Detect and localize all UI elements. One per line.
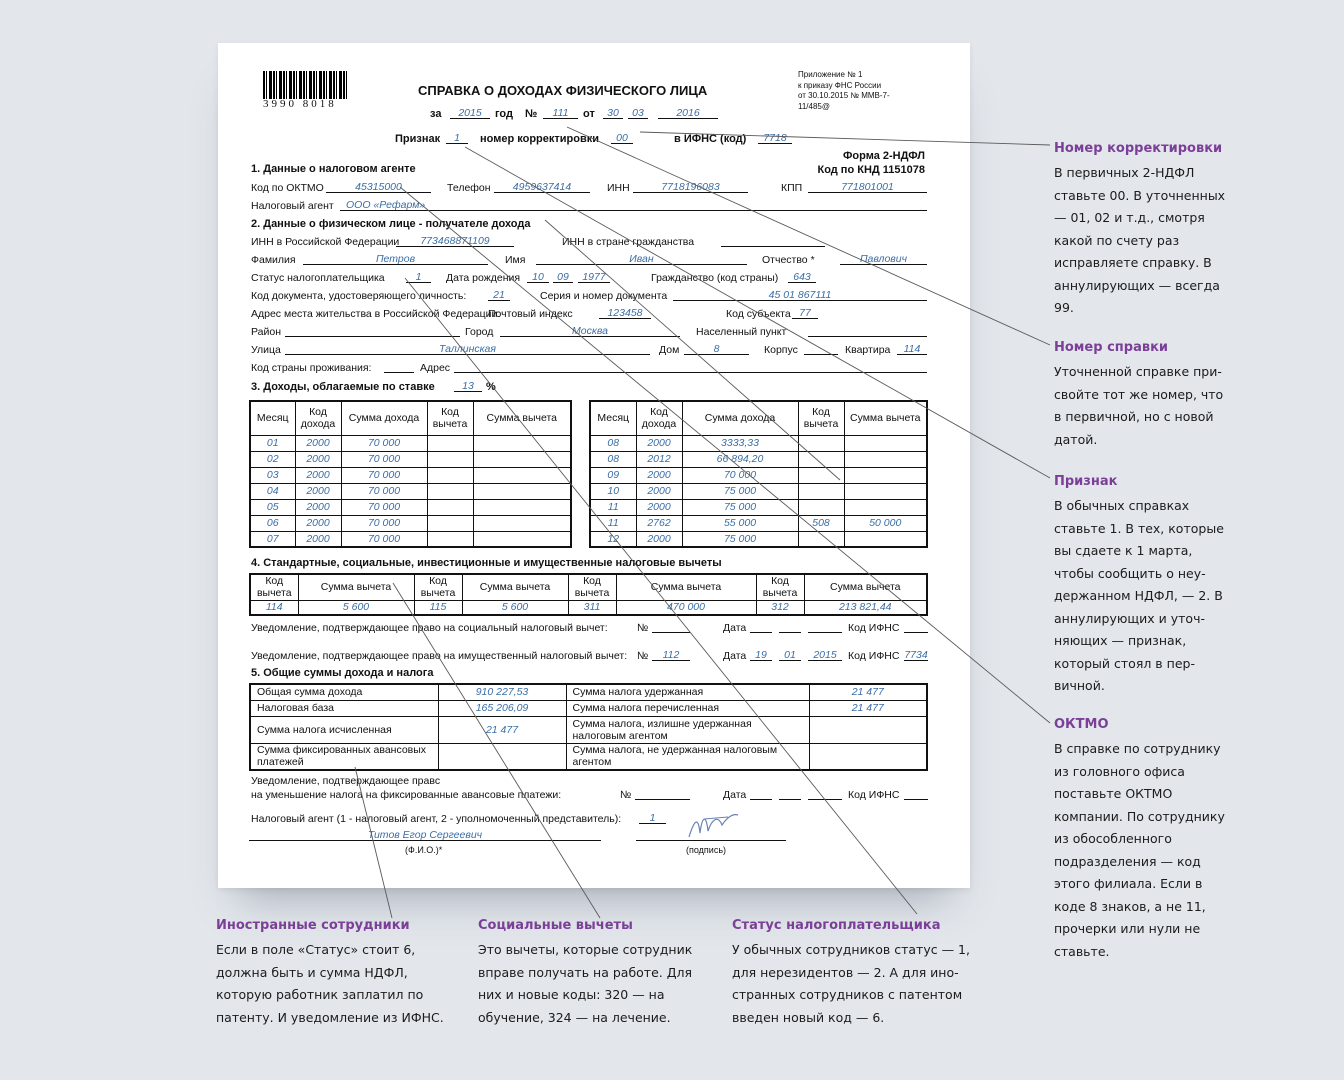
totals-value[interactable]: 21 477: [809, 684, 927, 700]
income-row: [590, 531, 927, 547]
surname-label: Фамилия: [251, 254, 296, 266]
agent-label: Налоговый агент: [251, 200, 334, 212]
col-sum: Сумма вычета: [462, 574, 568, 600]
income-code-cell[interactable]: 2000: [636, 435, 682, 451]
totals-label: Сумма налога перечисленная: [566, 700, 809, 716]
deduction-sum-cell[interactable]: 50 000: [844, 515, 927, 531]
income-code-cell[interactable]: 2000: [636, 499, 682, 515]
property-day-field[interactable]: 19: [750, 649, 772, 661]
deduction-code-cell[interactable]: [798, 483, 844, 499]
totals-value[interactable]: [438, 743, 566, 770]
agent-type-label: Налоговый агент (1 - налоговый агент, 2 - уполномоченный представитель):: [251, 813, 622, 825]
deductions-row: [250, 600, 927, 615]
deduction-code-cell[interactable]: [427, 435, 473, 451]
priznak-label: Признак: [395, 133, 441, 145]
signature-field[interactable]: [636, 829, 786, 841]
month-cell[interactable]: 08: [590, 451, 636, 467]
income-row: [250, 515, 571, 531]
income-sum-cell[interactable]: 55 000: [682, 515, 798, 531]
income-code-cell[interactable]: 2762: [636, 515, 682, 531]
ifns-label: в ИФНС (код): [674, 133, 747, 145]
deduction-sum[interactable]: 5 600: [462, 600, 568, 615]
totals-value[interactable]: 165 206,09: [438, 700, 566, 716]
advance-no-field[interactable]: [635, 788, 690, 800]
deduction-sum[interactable]: 5 600: [298, 600, 414, 615]
social-ifns-label: Код ИФНС: [848, 622, 900, 634]
deduction-code[interactable]: 114: [250, 600, 298, 615]
deduction-sum-cell[interactable]: [844, 467, 927, 483]
postcode-label: Почтовый индекс: [488, 308, 573, 320]
income-sum-cell[interactable]: 70 000: [341, 451, 427, 467]
totals-value[interactable]: 21 477: [438, 716, 566, 743]
property-date-label: Дата: [723, 650, 747, 662]
deduction-code-cell[interactable]: [798, 467, 844, 483]
social-no-field[interactable]: [652, 621, 690, 633]
annotation-status: [732, 918, 972, 1029]
certificate-number-field[interactable]: 111: [543, 107, 578, 119]
month-cell[interactable]: 10: [590, 483, 636, 499]
birth-year-field[interactable]: 1977: [578, 271, 610, 283]
income-sum-cell[interactable]: 75 000: [682, 483, 798, 499]
income-row: [250, 451, 571, 467]
deduction-sum-cell[interactable]: [473, 531, 571, 547]
inn-rf-label: ИНН в Российской Федерации: [251, 236, 400, 248]
city-label: Город: [465, 326, 494, 338]
advance-notice-line2: на уменьшение налога на фиксированные авансовые платежи:: [251, 789, 562, 801]
annotation-title: ОКТМО: [1054, 717, 1109, 732]
name-label: Имя: [505, 254, 526, 266]
fio-caption: (Ф.И.О.)*: [405, 845, 443, 855]
doc-number-label: Серия и номер документа: [540, 290, 668, 302]
income-sum-cell[interactable]: 66 894,20: [682, 451, 798, 467]
income-code-cell[interactable]: 2000: [295, 451, 341, 467]
income-row: [590, 467, 927, 483]
advance-day-field[interactable]: [750, 788, 772, 800]
phone-label: Телефон: [447, 182, 491, 194]
totals-row: [250, 684, 927, 700]
inn-foreign-label: ИНН в стране гражданства: [562, 236, 695, 248]
month-cell[interactable]: 09: [590, 467, 636, 483]
col-month: Месяц: [250, 401, 295, 435]
citizenship-label: Гражданство (код страны): [651, 272, 779, 284]
day-field[interactable]: 30: [603, 107, 623, 119]
number-label: №: [525, 108, 538, 120]
income-sum-cell[interactable]: 70 000: [341, 499, 427, 515]
status-field[interactable]: 1: [406, 271, 431, 283]
deduction-code-cell[interactable]: 508: [798, 515, 844, 531]
annotation-number: [1054, 340, 1234, 451]
barcode-bars: [263, 71, 348, 99]
advance-ifns-field[interactable]: [904, 788, 928, 800]
income-sum-cell[interactable]: 75 000: [682, 499, 798, 515]
foreign-address-label: Адрес: [420, 362, 451, 374]
month-cell[interactable]: 12: [590, 531, 636, 547]
income-row: [250, 467, 571, 483]
income-sum-cell[interactable]: 75 000: [682, 531, 798, 547]
patronymic-label: Отчество *: [762, 254, 815, 266]
birth-month-field[interactable]: 09: [553, 271, 573, 283]
deduction-code-cell[interactable]: [427, 515, 473, 531]
totals-label: Сумма налога, не удержанная налоговым агентом: [566, 743, 809, 770]
month-field[interactable]: 03: [628, 107, 648, 119]
property-year-field[interactable]: 2015: [808, 649, 842, 661]
deduction-code-cell[interactable]: [427, 483, 473, 499]
col-code: Код вычета: [414, 574, 462, 600]
agent-field[interactable]: ООО «Рефарм»: [340, 199, 927, 211]
annotation-foreign: [216, 918, 456, 1029]
income-sum-cell[interactable]: 70 000: [341, 483, 427, 499]
annotation-title: Признак: [1054, 474, 1118, 489]
income-code-cell[interactable]: 2000: [295, 515, 341, 531]
totals-label: Сумма налога, излишне удержанная налоговым агентом: [566, 716, 809, 743]
month-cell[interactable]: 02: [250, 451, 295, 467]
region-label: Код субъекта: [726, 308, 791, 320]
income-code-cell[interactable]: 2000: [636, 531, 682, 547]
deduction-sum-cell[interactable]: [844, 435, 927, 451]
birth-day-field[interactable]: 10: [527, 271, 549, 283]
deductions-table: [249, 573, 928, 616]
deduction-sum-cell[interactable]: [473, 435, 571, 451]
annotation-text: У обычных сотрудников статус — 1, для нерезидентов — 2. А для иностранных сотрудников с патентом введен новый код — 6.: [732, 942, 970, 1025]
income-row: [590, 451, 927, 467]
annotation-oktmo: [1054, 717, 1234, 963]
income-sum-cell[interactable]: 70 000: [341, 467, 427, 483]
month-cell[interactable]: 07: [250, 531, 295, 547]
citizenship-field[interactable]: 643: [788, 271, 816, 283]
annotation-text: Если в поле «Статус» стоит 6, должна быть и сумма НДФЛ, которую работник заплатил по патенту. И уведомление из ИФНС.: [216, 942, 444, 1025]
property-no-label: №: [637, 650, 649, 662]
inn-field[interactable]: 7718196083: [633, 181, 748, 193]
form-name: Форма 2-НДФЛ: [843, 150, 925, 162]
col-code: Код вычета: [250, 574, 298, 600]
deduction-code-cell[interactable]: [427, 499, 473, 515]
advance-ifns-label: Код ИФНС: [848, 789, 900, 801]
ndfl-form-sheet: [218, 43, 970, 888]
month-cell[interactable]: 06: [250, 515, 295, 531]
col-income-sum: Сумма дохода: [682, 401, 798, 435]
income-code-cell[interactable]: 2000: [295, 483, 341, 499]
col-income-sum: Сумма дохода: [341, 401, 427, 435]
income-sum-cell[interactable]: 70 000: [682, 467, 798, 483]
flat-field[interactable]: 114: [897, 343, 927, 355]
totals-value[interactable]: 910 227,53: [438, 684, 566, 700]
social-day-field[interactable]: [750, 621, 772, 633]
advance-month-field[interactable]: [779, 788, 801, 800]
building-field[interactable]: [804, 343, 838, 355]
deduction-code-cell[interactable]: [798, 531, 844, 547]
annotation-correction: [1054, 141, 1234, 320]
doc-code-label: Код документа, удостоверяющего личность:: [251, 290, 467, 302]
doc-code-field[interactable]: 21: [488, 289, 510, 301]
correction-field[interactable]: 00: [611, 132, 633, 144]
appendix-line: к приказу ФНС России: [798, 80, 882, 90]
city-field[interactable]: Москва: [500, 325, 680, 337]
income-code-cell[interactable]: 2000: [295, 467, 341, 483]
deduction-sum-cell[interactable]: [473, 451, 571, 467]
col-sum: Сумма вычета: [298, 574, 414, 600]
property-no-field[interactable]: 112: [652, 649, 690, 661]
income-table-left: [249, 400, 572, 548]
totals-row: [250, 743, 927, 770]
annotation-text: В первичных 2-НДФЛ ставьте 00. В уточненных — 01, 02 и т.д., смотря какой по счету раз исправляете справку. В аннулирующих — всегда 99.: [1054, 165, 1226, 315]
col-sum: Сумма вычета: [804, 574, 927, 600]
rate-field[interactable]: 13: [454, 380, 482, 392]
month-cell[interactable]: 01: [250, 435, 295, 451]
col-income-code: Код дохода: [636, 401, 682, 435]
advance-notice-line1: Уведомление, подтверждающее правс: [251, 775, 441, 787]
deduction-sum[interactable]: 470 000: [616, 600, 756, 615]
region-field[interactable]: 77: [792, 307, 818, 319]
income-code-cell[interactable]: 2000: [295, 435, 341, 451]
col-sum: Сумма вычета: [616, 574, 756, 600]
inn-label: ИНН: [607, 182, 630, 194]
deduction-code-cell[interactable]: [798, 435, 844, 451]
house-label: Дом: [659, 344, 680, 356]
advance-date-label: Дата: [723, 789, 747, 801]
totals-value[interactable]: 21 477: [809, 700, 927, 716]
appendix-note: [798, 70, 890, 112]
locality-field[interactable]: [808, 325, 927, 337]
advance-no-label: №: [620, 789, 632, 801]
deduction-code[interactable]: 312: [756, 600, 804, 615]
signature-icon: [684, 811, 744, 841]
section1-title: 1. Данные о налоговом агенте: [251, 163, 416, 175]
signature-caption: (подпись): [686, 845, 727, 855]
deduction-code-cell[interactable]: [798, 451, 844, 467]
income-row: [590, 499, 927, 515]
name-field[interactable]: Иван: [536, 253, 747, 265]
totals-value[interactable]: [809, 743, 927, 770]
knd-code: Код по КНД 1151078: [817, 164, 925, 176]
income-code-cell[interactable]: 2000: [636, 483, 682, 499]
month-cell[interactable]: 03: [250, 467, 295, 483]
correction-label: номер корректировки: [480, 133, 600, 145]
deduction-sum-cell[interactable]: [844, 451, 927, 467]
section2-title: 2. Данные о физическом лице - получателе дохода: [251, 218, 531, 230]
income-sum-cell[interactable]: 70 000: [341, 531, 427, 547]
income-code-cell[interactable]: 2000: [295, 499, 341, 515]
col-deduction-code: Код вычета: [427, 401, 473, 435]
deduction-sum-cell[interactable]: [844, 531, 927, 547]
col-deduction-sum: Сумма вычета: [473, 401, 571, 435]
signer-name-field[interactable]: Титов Егор Сергеевич: [249, 829, 601, 841]
annotation-title: Социальные вычеты: [478, 918, 633, 933]
status-label: Статус налогоплательщика: [251, 272, 385, 284]
property-ifns-field[interactable]: 7734: [904, 649, 928, 661]
district-field[interactable]: [285, 325, 460, 337]
deduction-sum-cell[interactable]: [473, 515, 571, 531]
deduction-code[interactable]: 311: [568, 600, 616, 615]
flat-label: Квартира: [845, 344, 891, 356]
totals-label: Налоговая база: [250, 700, 438, 716]
income-code-cell[interactable]: 2000: [636, 467, 682, 483]
deduction-code-cell[interactable]: [427, 467, 473, 483]
birth-label: Дата рождения: [446, 272, 521, 284]
form-title: СПРАВКА О ДОХОДАХ ФИЗИЧЕСКОГО ЛИЦА: [418, 83, 708, 98]
income-row: [590, 483, 927, 499]
month-cell[interactable]: 08: [590, 435, 636, 451]
house-field[interactable]: 8: [684, 343, 749, 355]
totals-label: Сумма налога удержанная: [566, 684, 809, 700]
social-year-field[interactable]: [808, 621, 842, 633]
god-label: год: [495, 108, 513, 120]
postcode-field[interactable]: 123458: [599, 307, 651, 319]
social-notice-label: Уведомление, подтверждающее право на социальный налоговый вычет:: [251, 622, 608, 634]
annotation-title: Иностранные сотрудники: [216, 918, 410, 933]
deduction-sum[interactable]: 213 821,44: [804, 600, 927, 615]
social-month-field[interactable]: [779, 621, 801, 633]
income-row: [250, 531, 571, 547]
property-ifns-label: Код ИФНС: [848, 650, 900, 662]
income-sum-cell[interactable]: 3333,33: [682, 435, 798, 451]
income-row: [590, 515, 927, 531]
doc-number-field[interactable]: 45 01 867111: [673, 289, 927, 301]
street-label: Улица: [251, 344, 281, 356]
annotation-text: Уточненной справке присвойте тот же номер, что в первичной, но с новой датой.: [1054, 364, 1224, 447]
ifns-field[interactable]: 7718: [758, 132, 792, 144]
income-code-cell[interactable]: 2000: [295, 531, 341, 547]
country-field[interactable]: [384, 361, 414, 373]
street-field[interactable]: Таллинская: [285, 343, 650, 355]
income-code-cell[interactable]: 2012: [636, 451, 682, 467]
building-label: Корпус: [764, 344, 798, 356]
locality-label: Населенный пункт: [696, 326, 787, 338]
month-cell[interactable]: 05: [250, 499, 295, 515]
priznak-field[interactable]: 1: [446, 132, 468, 144]
year-field[interactable]: 2015: [450, 107, 490, 119]
foreign-address-field[interactable]: [454, 361, 927, 373]
patronymic-field[interactable]: Павлович: [840, 253, 927, 265]
month-cell[interactable]: 04: [250, 483, 295, 499]
income-row: [250, 435, 571, 451]
ot-label: от: [583, 108, 595, 120]
income-sum-cell[interactable]: 70 000: [341, 515, 427, 531]
oktmo-field[interactable]: 45315000: [326, 181, 431, 193]
surname-field[interactable]: Петров: [303, 253, 488, 265]
deduction-code-cell[interactable]: [427, 531, 473, 547]
totals-table: [249, 683, 928, 771]
col-deduction-code: Код вычета: [798, 401, 844, 435]
advance-year-field[interactable]: [808, 788, 842, 800]
annotation-priznak: [1054, 474, 1234, 698]
totals-label: Сумма фиксированных авансовых платежей: [250, 743, 438, 770]
appendix-line: от 30.10.2015 № ММВ-7-: [798, 91, 890, 100]
income-row: [250, 483, 571, 499]
annotation-text: Это вычеты, которые сотрудник вправе получать на работе. Для них и новые коды: 320 — на обучение, 324 — на лечение.: [478, 942, 693, 1025]
date-year-field[interactable]: 2016: [658, 107, 718, 119]
col-income-code: Код дохода: [295, 401, 341, 435]
col-month: Месяц: [590, 401, 636, 435]
deduction-sum-cell[interactable]: [473, 467, 571, 483]
percent-sign: %: [486, 381, 496, 393]
income-sum-cell[interactable]: 70 000: [341, 435, 427, 451]
section4-title: 4. Стандартные, социальные, инвестиционные и имущественные налоговые вычеты: [251, 557, 722, 569]
social-ifns-field[interactable]: [904, 621, 928, 633]
deduction-sum-cell[interactable]: [473, 483, 571, 499]
totals-row: [250, 700, 927, 716]
month-cell[interactable]: 11: [590, 499, 636, 515]
appendix-line: Приложение № 1: [798, 70, 863, 79]
annotation-title: Номер справки: [1054, 340, 1169, 355]
za-label: за: [430, 108, 442, 120]
deduction-sum-cell[interactable]: [844, 499, 927, 515]
col-code: Код вычета: [756, 574, 804, 600]
col-deduction-sum: Сумма вычета: [844, 401, 927, 435]
annotation-social: [478, 918, 710, 1029]
deduction-code[interactable]: 115: [414, 600, 462, 615]
social-no-label: №: [637, 622, 649, 634]
property-notice-label: Уведомление, подтверждающее право на имущественный налоговый вычет:: [251, 650, 628, 662]
kpp-label: КПП: [781, 182, 803, 194]
kpp-field[interactable]: 771801001: [808, 181, 927, 193]
district-label: Район: [251, 326, 281, 338]
totals-label: Сумма налога исчисленная: [250, 716, 438, 743]
agent-type-field[interactable]: 1: [639, 812, 666, 824]
barcode: [263, 71, 348, 109]
property-month-field[interactable]: 01: [779, 649, 801, 661]
inn-rf-field[interactable]: 773468871109: [396, 235, 514, 247]
deduction-sum-cell[interactable]: [473, 499, 571, 515]
income-row: [250, 499, 571, 515]
col-code: Код вычета: [568, 574, 616, 600]
address-label: Адрес места жительства в Российской Федерации:: [251, 308, 501, 320]
totals-label: Общая сумма дохода: [250, 684, 438, 700]
appendix-line: 11/485@: [798, 101, 830, 111]
phone-field[interactable]: 4959637414: [494, 181, 590, 193]
country-label: Код страны проживания:: [251, 362, 372, 374]
annotation-title: Номер корректировки: [1054, 141, 1223, 156]
deduction-code-cell[interactable]: [427, 451, 473, 467]
inn-foreign-field[interactable]: [721, 235, 825, 247]
barcode-number: 3990 8018: [263, 98, 337, 110]
annotation-title: Статус налогоплательщика: [732, 918, 941, 933]
deduction-sum-cell[interactable]: [844, 483, 927, 499]
section3-title: 3. Доходы, облагаемые по ставке: [251, 381, 435, 393]
social-date-label: Дата: [723, 622, 747, 634]
totals-row: [250, 716, 927, 743]
month-cell[interactable]: 11: [590, 515, 636, 531]
deduction-code-cell[interactable]: [798, 499, 844, 515]
oktmo-label: Код по ОКТМО: [251, 182, 324, 194]
annotation-text: В справке по сотруднику из головного офиса поставьте ОКТМО компании. По сотруднику из обособленного подразделения — код этого филиала. Если в коде 8 знаков, а не 11, прочерки или нули не ставьте.: [1054, 741, 1225, 959]
section5-title: 5. Общие суммы дохода и налога: [251, 667, 434, 679]
income-table-right: [589, 400, 928, 548]
annotation-text: В обычных справках ставьте 1. В тех, которые вы сдаете к 1 марта, чтобы сообщить о неудержанном НДФЛ, — 2. В аннулирующих и уточняющих — признак, который стоял в первичной.: [1054, 498, 1224, 693]
totals-value[interactable]: [809, 716, 927, 743]
income-row: [590, 435, 927, 451]
